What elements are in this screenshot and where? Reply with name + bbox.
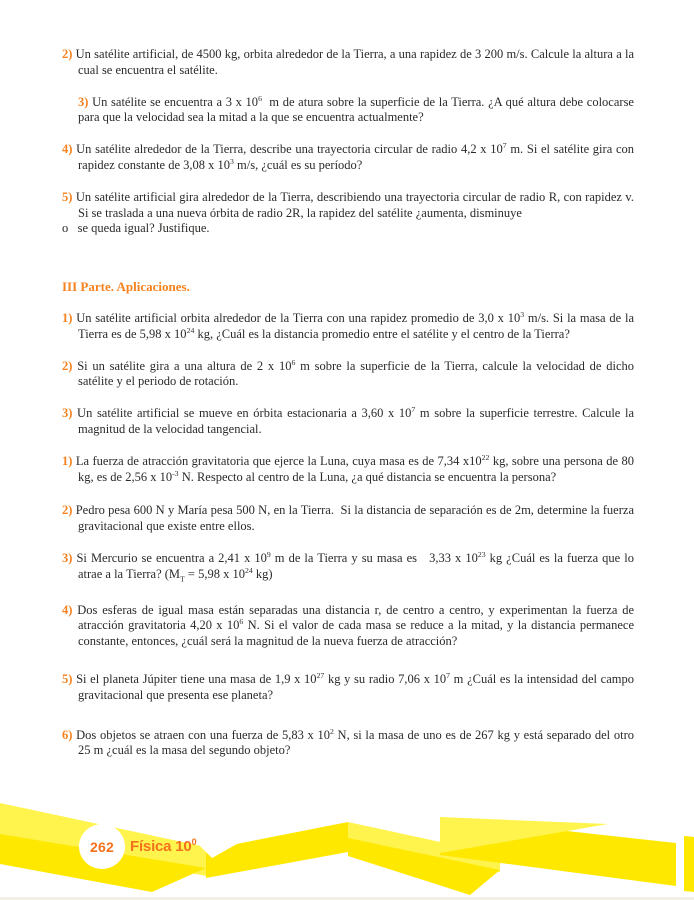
problem-number: 2)	[62, 503, 76, 518]
problem-text: La fuerza de atracción gravitatoria que ejerce la Luna, cuya masa es de 7,34 $x10^{22}$ kg, sobre una persona de 80 kg, es de 2,56 x $10^{-3}$ N. Respecto al centro de la Luna, ¿a qué distancia se encuentra la persona?	[75, 452, 635, 484]
problem-number: 3)	[62, 550, 77, 565]
problem-item	[62, 359, 634, 391]
problem-list-aplicaciones-a	[62, 311, 634, 438]
problem-text-continuation: o se queda igual? Justifique.	[62, 221, 210, 236]
problem-item	[62, 454, 634, 486]
problem-text: Si Mercurio se encuentra a 2,41 x $10^9$ m de la Tierra y su masa es 3,33 x $10^{23}$ kg ¿Cuál es la fuerza que lo atrae a la Tierra? ($M_T = 5,98$ x $10^{24}$ kg)	[76, 549, 634, 584]
problem-text: Un satélite artificial, de 4500 kg, orbita alrededor de la Tierra, a una rapidez de 3 200 m/s. Calcule la altura a la cual se encuentra el satélite.	[75, 47, 634, 77]
problem-text: Un satélite artificial orbita alrededor de la Tierra con una rapidez promedio de 3,0 x $10^3$ m/s. Si la masa de la Tierra es de 5,98 x $10^{24}$ kg, ¿Cuál es la distancia promedio entre el satélite y el centro de la Tierra?	[76, 309, 635, 341]
problem-text: Un satélite se encuentra a 3 x $10^6$ m de atura sobre la superficie de la Tierra. ¿A qué altura debe colocarse para que la velocidad sea la mitad a la que se encuentra actualmente?	[78, 93, 634, 125]
problem-item	[62, 47, 634, 79]
problem-number: 4)	[62, 602, 78, 617]
problem-text: Un satélite alrededor de la Tierra, describe una trayectoria circular de radio 4,2 x $10^7$ m. Si el satélite gira con rapidez constante de 3,08 x $10^3$ m/s, ¿cuál es su período?	[76, 141, 634, 172]
problem-list-aplicaciones-b	[62, 454, 634, 759]
page-number: 262	[90, 838, 114, 855]
problem-number: 4)	[62, 142, 77, 157]
problem-number: 3)	[62, 406, 78, 421]
problem-number: 1)	[62, 310, 77, 325]
problem-number: 5)	[62, 671, 77, 686]
problem-item	[78, 95, 634, 127]
problem-text: Si un satélite gira a una altura de 2 x $10^6$ m sobre la superficie de la Tierra, calcule la velocidad de dicho satélite y el periodo de rotación.	[77, 357, 634, 389]
problem-item	[62, 728, 634, 760]
problem-item	[62, 190, 634, 237]
problem-number: 5)	[62, 189, 76, 204]
problem-number: 1)	[62, 453, 76, 468]
problem-item	[62, 603, 634, 650]
subject-label-text: Física 10	[130, 838, 192, 855]
subject-label	[130, 838, 196, 855]
problem-text: Un satélite artificial gira alrededor de la Tierra, describiendo una trayectoria circular de radio R, con rapidez v. Si se traslada a una nueva órbita de radio 2R, la rapidez del satélite ¿aumenta, disminuye	[75, 189, 634, 220]
problem-text: Dos objetos se atraen con una fuerza de 5,83 x $10^2$ N, si la masa de uno es de 267 kg y está separado del otro 25 m ¿cuál es la masa del segundo objeto?	[76, 726, 634, 758]
problem-text: Si el planeta Júpiter tiene una masa de 1,9 x $10^{27}$ kg y su radio 7,06 x $10^7$ m ¿Cuál es la intensidad del campo gravitacional que presenta ese planeta?	[76, 670, 634, 702]
problem-number: 3)	[78, 94, 93, 109]
problem-list-part2	[62, 47, 634, 237]
section-heading: III Parte. Aplicaciones.	[62, 279, 190, 295]
page-number-badge	[79, 824, 125, 869]
problem-number: 6)	[62, 727, 77, 742]
problem-text: Pedro pesa 600 N y María pesa 500 N, en la Tierra. Si la distancia de separación es de 2m, determine la fuerza gravitacional que existe entre ellos.	[75, 503, 634, 534]
problem-item	[62, 311, 634, 343]
problem-item	[62, 406, 634, 438]
subject-label-sup: 0	[191, 837, 197, 847]
problem-number: 2)	[62, 47, 76, 61]
problem-item	[62, 503, 634, 535]
problem-text: Un satélite artificial se mueve en órbita estacionaria a 3,60 x $10^7$ m sobre la superficie terrestre. Calcule la magnitud de la velocidad tangencial.	[77, 405, 634, 436]
problem-item	[62, 142, 634, 174]
problem-number: 2)	[62, 358, 78, 373]
problem-text: Dos esferas de igual masa están separadas una distancia r, de centro a centro, y experimentan la fuerza de atracción gravitatoria 4,20 x $10^6$ N. Si el valor de cada masa se reduce a la mitad, y la distancia permanece constante, entonces, ¿cuál será la magnitud de la nueva fuerza de atracción?	[77, 602, 634, 649]
problem-item	[62, 551, 634, 583]
problem-item	[62, 672, 634, 704]
